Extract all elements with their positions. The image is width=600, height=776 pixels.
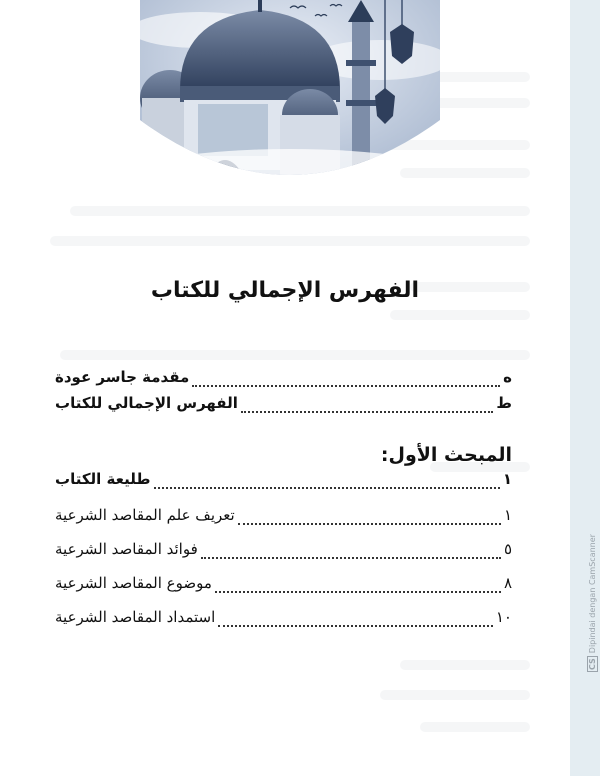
toc-entry-label: طليعة الكتاب — [55, 470, 151, 488]
dot-leader — [154, 486, 500, 489]
toc-entry-label: استمداد المقاصد الشرعية — [55, 608, 216, 626]
scanner-text: Dipindai dengan CamScanner — [588, 534, 597, 654]
toc-entry-page: ٨ — [503, 574, 512, 592]
toc-entry[interactable] — [55, 368, 512, 394]
toc-entry-label: الفهرس الإجمالي للكتاب — [55, 394, 238, 412]
toc-entry[interactable] — [55, 540, 512, 566]
toc-entry[interactable] — [55, 470, 512, 496]
toc-entry-page: ١ — [502, 470, 512, 488]
camscanner-icon: CS — [588, 658, 597, 670]
mosque-illustration — [140, 0, 440, 195]
toc-entry-label: مقدمة جاسر عودة — [55, 368, 190, 386]
section-heading: المبحث الأول: — [380, 444, 512, 466]
toc-entry-label: تعريف علم المقاصد الشرعية — [55, 506, 235, 524]
toc-entry-page: ٥ — [503, 540, 512, 558]
dot-leader — [241, 410, 494, 413]
toc-entry[interactable] — [55, 574, 512, 600]
dot-leader — [192, 384, 500, 387]
toc-entry-label: موضوع المقاصد الشرعية — [55, 574, 212, 592]
toc-entry-page: ١ — [503, 506, 512, 524]
toc-entry-page: ه — [503, 368, 512, 386]
toc-entry-page: ١٠ — [495, 608, 512, 626]
dot-leader — [238, 522, 501, 525]
dot-leader — [218, 624, 493, 627]
dot-leader — [215, 590, 501, 593]
index-title: الفهرس الإجمالي للكتاب — [150, 278, 420, 303]
toc-entry[interactable] — [55, 506, 512, 532]
toc-entry-label: فوائد المقاصد الشرعية — [55, 540, 198, 558]
toc-entry-page: ط — [496, 394, 512, 412]
dot-leader — [201, 556, 501, 559]
toc-entry[interactable] — [55, 608, 512, 634]
toc-entry[interactable] — [55, 394, 512, 420]
scanner-watermark — [588, 534, 597, 672]
